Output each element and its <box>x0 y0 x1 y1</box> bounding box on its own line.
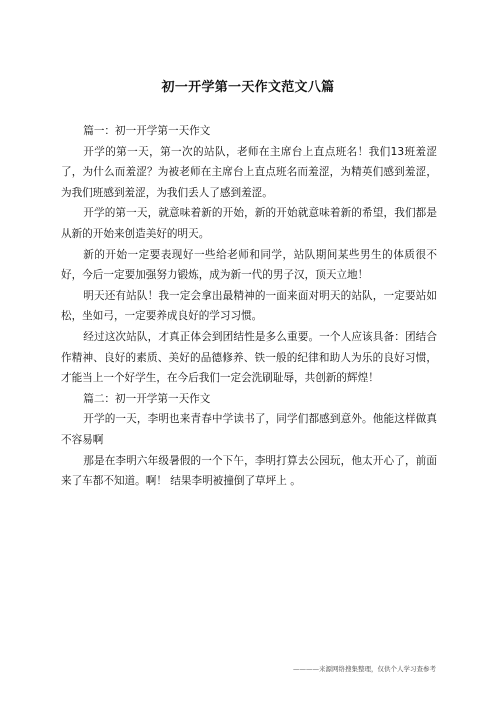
document-body <box>61 121 437 492</box>
paragraph: 明天还有站队！我一定会拿出最精神的一面来面对明天的站队，一定要站如松，坐如弓，一定要养成良好的学习习惯。 <box>61 289 437 323</box>
paragraph: 新的开始一定要表现好一些给老师和同学，站队期间某些男生的体质很不好，今后一定要加强努力锻炼，成为新一代的男子汉，顶天立地！ <box>61 248 437 282</box>
paragraph: 开学的一天，李明也来青春中学读书了，同学们都感到意外。他能这样做真不容易啊 <box>61 413 437 446</box>
section-heading-2: 篇二：初一开学第一天作文 <box>83 392 211 405</box>
paragraph: 开学的第一天，第一次的站队，老师在主席台上直点班名！我们13班羞涩了，为什么而羞涩？为被老师在主席台上直点班名而羞涩，为精英们感到羞涩，为我们班感到羞涩，为我们丢人了感到羞涩。 <box>61 145 437 199</box>
paragraph: 经过这次站队，才真正体会到团结性是多么重要。一个人应该具备：团结合作精神、良好的素质、美好的品德修养、铁一般的纪律和助人为乐的良好习惯，才能当上一个好学生，在今后我们一定会洗刷耻辱，共创新的辉煌！ <box>61 330 437 385</box>
source-footer: ————来源网络搜集整理，仅供个人学习查参考 <box>293 665 436 673</box>
section-heading-1: 篇一：初一开学第一天作文 <box>83 125 211 137</box>
document-title: 初一开学第一天作文范文八篇 <box>161 80 335 95</box>
paragraph: 那是在李明六年级暑假的一个下午，李明打算去公园玩，他太开心了，前面来了车都不知道。啊！ 结果李明被撞倒了草坪上 。 <box>61 454 437 488</box>
paragraph: 开学的第一天，就意味着新的开始，新的开始就意味着新的希望，我们都是从新的开始来创造美好的明天。 <box>61 207 437 240</box>
